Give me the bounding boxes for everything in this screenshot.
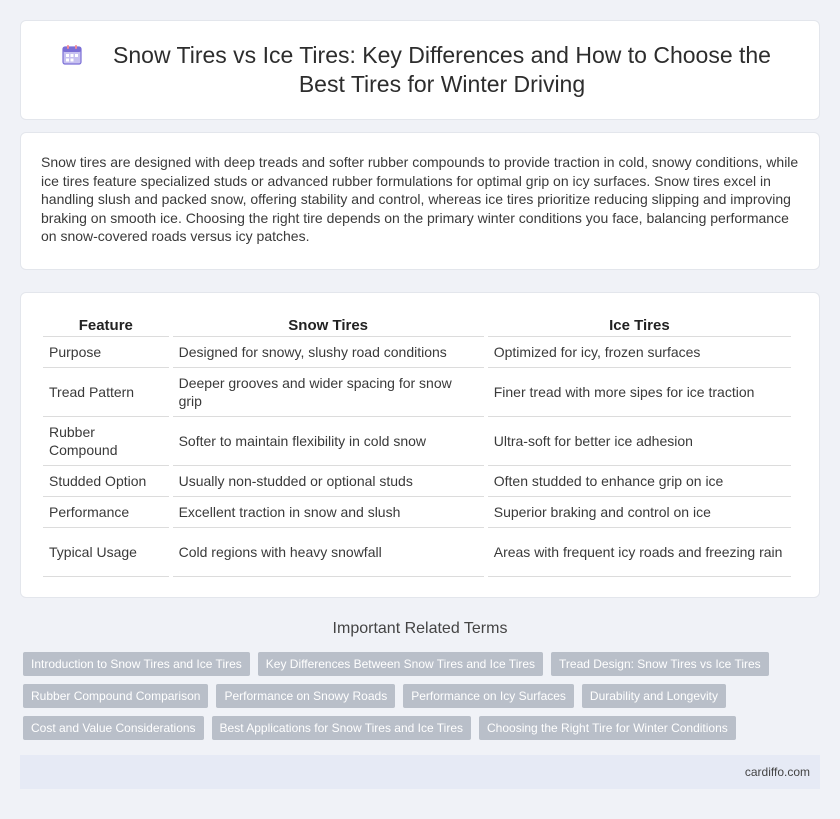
footer-site-link[interactable]: cardiffo.com: [744, 765, 810, 779]
header-ice-tires: Ice Tires: [488, 311, 791, 337]
tag-link[interactable]: Durability and Longevity: [582, 684, 726, 708]
ice-cell: Often studded to enhance grip on ice: [488, 466, 791, 497]
ice-cell: Areas with frequent icy roads and freezing rain: [488, 528, 791, 577]
tag-link[interactable]: Cost and Value Considerations: [23, 716, 204, 740]
tag-link[interactable]: Choosing the Right Tire for Winter Conditions: [479, 716, 736, 740]
feature-cell: Rubber Compound: [43, 417, 169, 466]
tag-link[interactable]: Introduction to Snow Tires and Ice Tires: [23, 652, 250, 676]
table-row: [43, 368, 791, 417]
table-row: [43, 417, 791, 466]
ice-cell: Ultra-soft for better ice adhesion: [488, 417, 791, 466]
tag-link[interactable]: Key Differences Between Snow Tires and Ice Tires: [258, 652, 543, 676]
table-row: [43, 466, 791, 497]
tag-link[interactable]: Tread Design: Snow Tires vs Ice Tires: [551, 652, 769, 676]
ice-cell: Superior braking and control on ice: [488, 497, 791, 528]
related-terms-tags: [23, 652, 823, 748]
intro-paragraph: Snow tires are designed with deep treads and softer rubber compounds to provide traction in cold, snowy conditions, while ice tires feature specialized studs or advanced rubber formulations for optimal grip on icy surfaces. Snow tires excel in handling slush and packed snow, offering stability and control, whereas ice tires prioritize reducing slipping and improving braking on smooth ice. Choosing the right tire depends on the primary winter conditions you face, balancing performance on snow-covered roads versus icy patches.: [41, 154, 799, 245]
tag-row: [23, 716, 823, 740]
snow-cell: Designed for snowy, slushy road conditions: [173, 337, 484, 368]
snow-cell: Cold regions with heavy snowfall: [173, 528, 484, 577]
footer: [20, 755, 820, 789]
snow-cell: Usually non-studded or optional studs: [173, 466, 484, 497]
tag-row: [23, 652, 823, 676]
feature-cell: Studded Option: [43, 466, 169, 497]
intro-card: [20, 132, 820, 270]
header-feature: Feature: [43, 311, 169, 337]
feature-cell: Tread Pattern: [43, 368, 169, 417]
tag-link[interactable]: Performance on Icy Surfaces: [403, 684, 574, 708]
page-title: Snow Tires vs Ice Tires: Key Differences and How to Choose the Best Tires for Winter Driving: [113, 42, 771, 97]
tag-row: [23, 684, 823, 708]
table-header-row: [43, 311, 791, 337]
table-row: [43, 528, 791, 577]
comparison-table-card: [20, 292, 820, 598]
feature-cell: Purpose: [43, 337, 169, 368]
snow-cell: Softer to maintain flexibility in cold snow: [173, 417, 484, 466]
title-card: [20, 20, 820, 120]
feature-cell: Typical Usage: [43, 528, 169, 577]
snow-cell: Excellent traction in snow and slush: [173, 497, 484, 528]
tag-link[interactable]: Rubber Compound Comparison: [23, 684, 208, 708]
feature-cell: Performance: [43, 497, 169, 528]
calendar-icon: [61, 44, 83, 66]
ice-cell: Finer tread with more sipes for ice traction: [488, 368, 791, 417]
tag-link[interactable]: Best Applications for Snow Tires and Ice Tires: [212, 716, 471, 740]
table-row: [43, 497, 791, 528]
table-row: [43, 337, 791, 368]
snow-cell: Deeper grooves and wider spacing for snow grip: [173, 368, 484, 417]
header-snow-tires: Snow Tires: [173, 311, 484, 337]
tag-link[interactable]: Performance on Snowy Roads: [216, 684, 395, 708]
ice-cell: Optimized for icy, frozen surfaces: [488, 337, 791, 368]
related-terms-title: Important Related Terms: [332, 620, 508, 637]
comparison-table: [39, 311, 795, 577]
